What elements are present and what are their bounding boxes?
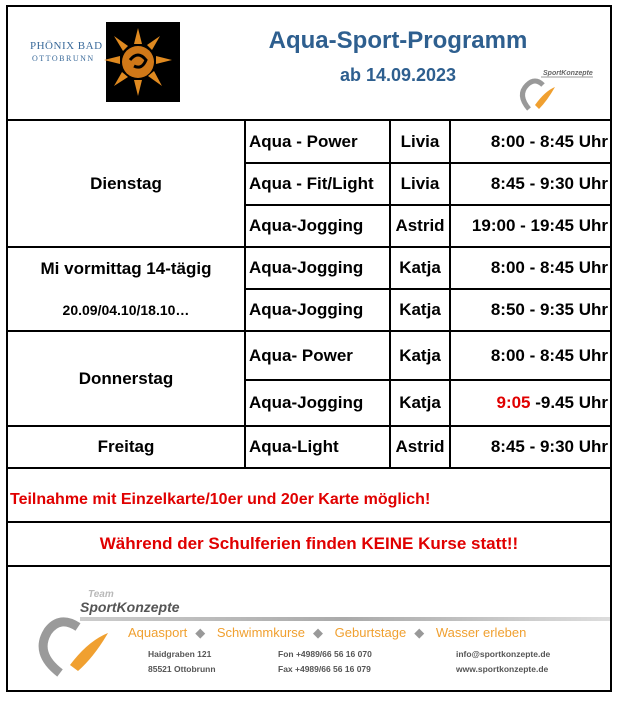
- brand-name: SportKonzepte: [80, 599, 180, 615]
- course-cell: Aqua - Fit/Light: [245, 163, 390, 205]
- trainer-cell: Katja: [390, 380, 450, 426]
- dates-cell: 20.09/04.10/18.10…: [8, 289, 245, 331]
- time-cell: [450, 380, 610, 426]
- ticket-note-text: Teilnahme mit Einzelkarte/10er und 20er Karte möglich!: [10, 491, 431, 508]
- course-cell: Aqua - Power: [245, 120, 390, 163]
- website-link[interactable]: www.sportkonzepte.de: [456, 664, 549, 674]
- table-row: [8, 247, 610, 289]
- program-sheet: [6, 5, 612, 692]
- phone-number: Fon +4989/66 56 16 070: [278, 649, 372, 659]
- trainer-cell: Livia: [390, 120, 450, 163]
- page-title: Aqua-Sport-Programm: [268, 27, 528, 54]
- footer: [8, 567, 610, 690]
- service-item: Schwimmkurse: [216, 625, 306, 640]
- time-cell: 8:00 - 8:45 Uhr: [450, 120, 610, 163]
- team-label: Team: [88, 589, 114, 600]
- table-row: [8, 331, 610, 380]
- address-city: 85521 Ottobrunn: [148, 664, 216, 674]
- course-cell: Aqua- Power: [245, 331, 390, 380]
- service-item: Aquasport: [128, 625, 188, 640]
- time-cell: 8:00 - 8:45 Uhr: [450, 247, 610, 289]
- logo-name: PHÖNIX BAD: [30, 40, 103, 52]
- ticket-note: [8, 481, 610, 523]
- trainer-cell: Katja: [390, 289, 450, 331]
- course-cell: Aqua-Jogging: [245, 289, 390, 331]
- course-cell: Aqua-Light: [245, 426, 390, 468]
- services-list: Aquasport ◆ Schwimmkurse ◆ Geburtstage ◆ Wasser erleben: [128, 625, 527, 640]
- trainer-cell: Livia: [390, 163, 450, 205]
- time-cell: 8:00 - 8:45 Uhr: [450, 331, 610, 380]
- table-row: [8, 426, 610, 468]
- course-cell: Aqua-Jogging: [245, 205, 390, 247]
- service-item: Geburtstage: [334, 625, 407, 640]
- course-cell: Aqua-Jogging: [245, 247, 390, 289]
- day-cell: Donnerstag: [8, 331, 245, 426]
- service-item: Wasser erleben: [435, 625, 527, 640]
- holiday-note-text: Während der Schulferien finden KEINE Kurse statt!!: [99, 534, 519, 553]
- trainer-cell: Astrid: [390, 426, 450, 468]
- address-street: Haidgraben 121: [148, 649, 212, 659]
- schedule-table: [8, 119, 610, 469]
- svg-text:SportKonzepte: SportKonzepte: [543, 70, 593, 77]
- trainer-cell: Katja: [390, 331, 450, 380]
- time-cell: 8:45 - 9:30 Uhr: [450, 163, 610, 205]
- fax-number: Fax +4989/66 56 16 079: [278, 664, 371, 674]
- time-cell: 8:50 - 9:35 Uhr: [450, 289, 610, 331]
- time-start-highlight: 9:05: [496, 393, 531, 412]
- time-cell: 8:45 - 9:30 Uhr: [450, 426, 610, 468]
- table-row: [8, 289, 610, 331]
- time-rest: -9.45 Uhr: [530, 393, 608, 412]
- divider: [80, 617, 610, 621]
- course-cell: Aqua-Jogging: [245, 380, 390, 426]
- day-cell: Dienstag: [8, 120, 245, 247]
- holiday-note: [8, 523, 610, 567]
- logo-city: OTTOBRUNN: [32, 54, 95, 63]
- sportkonzepte-logo-icon: [513, 65, 593, 113]
- email-link[interactable]: info@sportkonzepte.de: [456, 649, 551, 659]
- phoenix-bad-logo: [28, 22, 180, 102]
- page-subtitle: ab 14.09.2023: [339, 65, 457, 85]
- day-cell: Mi vormittag 14-tägig: [8, 247, 245, 289]
- day-cell: Freitag: [8, 426, 245, 468]
- trainer-cell: Astrid: [390, 205, 450, 247]
- header: [8, 7, 610, 121]
- trainer-cell: Katja: [390, 247, 450, 289]
- table-row: [8, 120, 610, 163]
- time-cell: 19:00 - 19:45 Uhr: [450, 205, 610, 247]
- sun-icon: [100, 26, 176, 98]
